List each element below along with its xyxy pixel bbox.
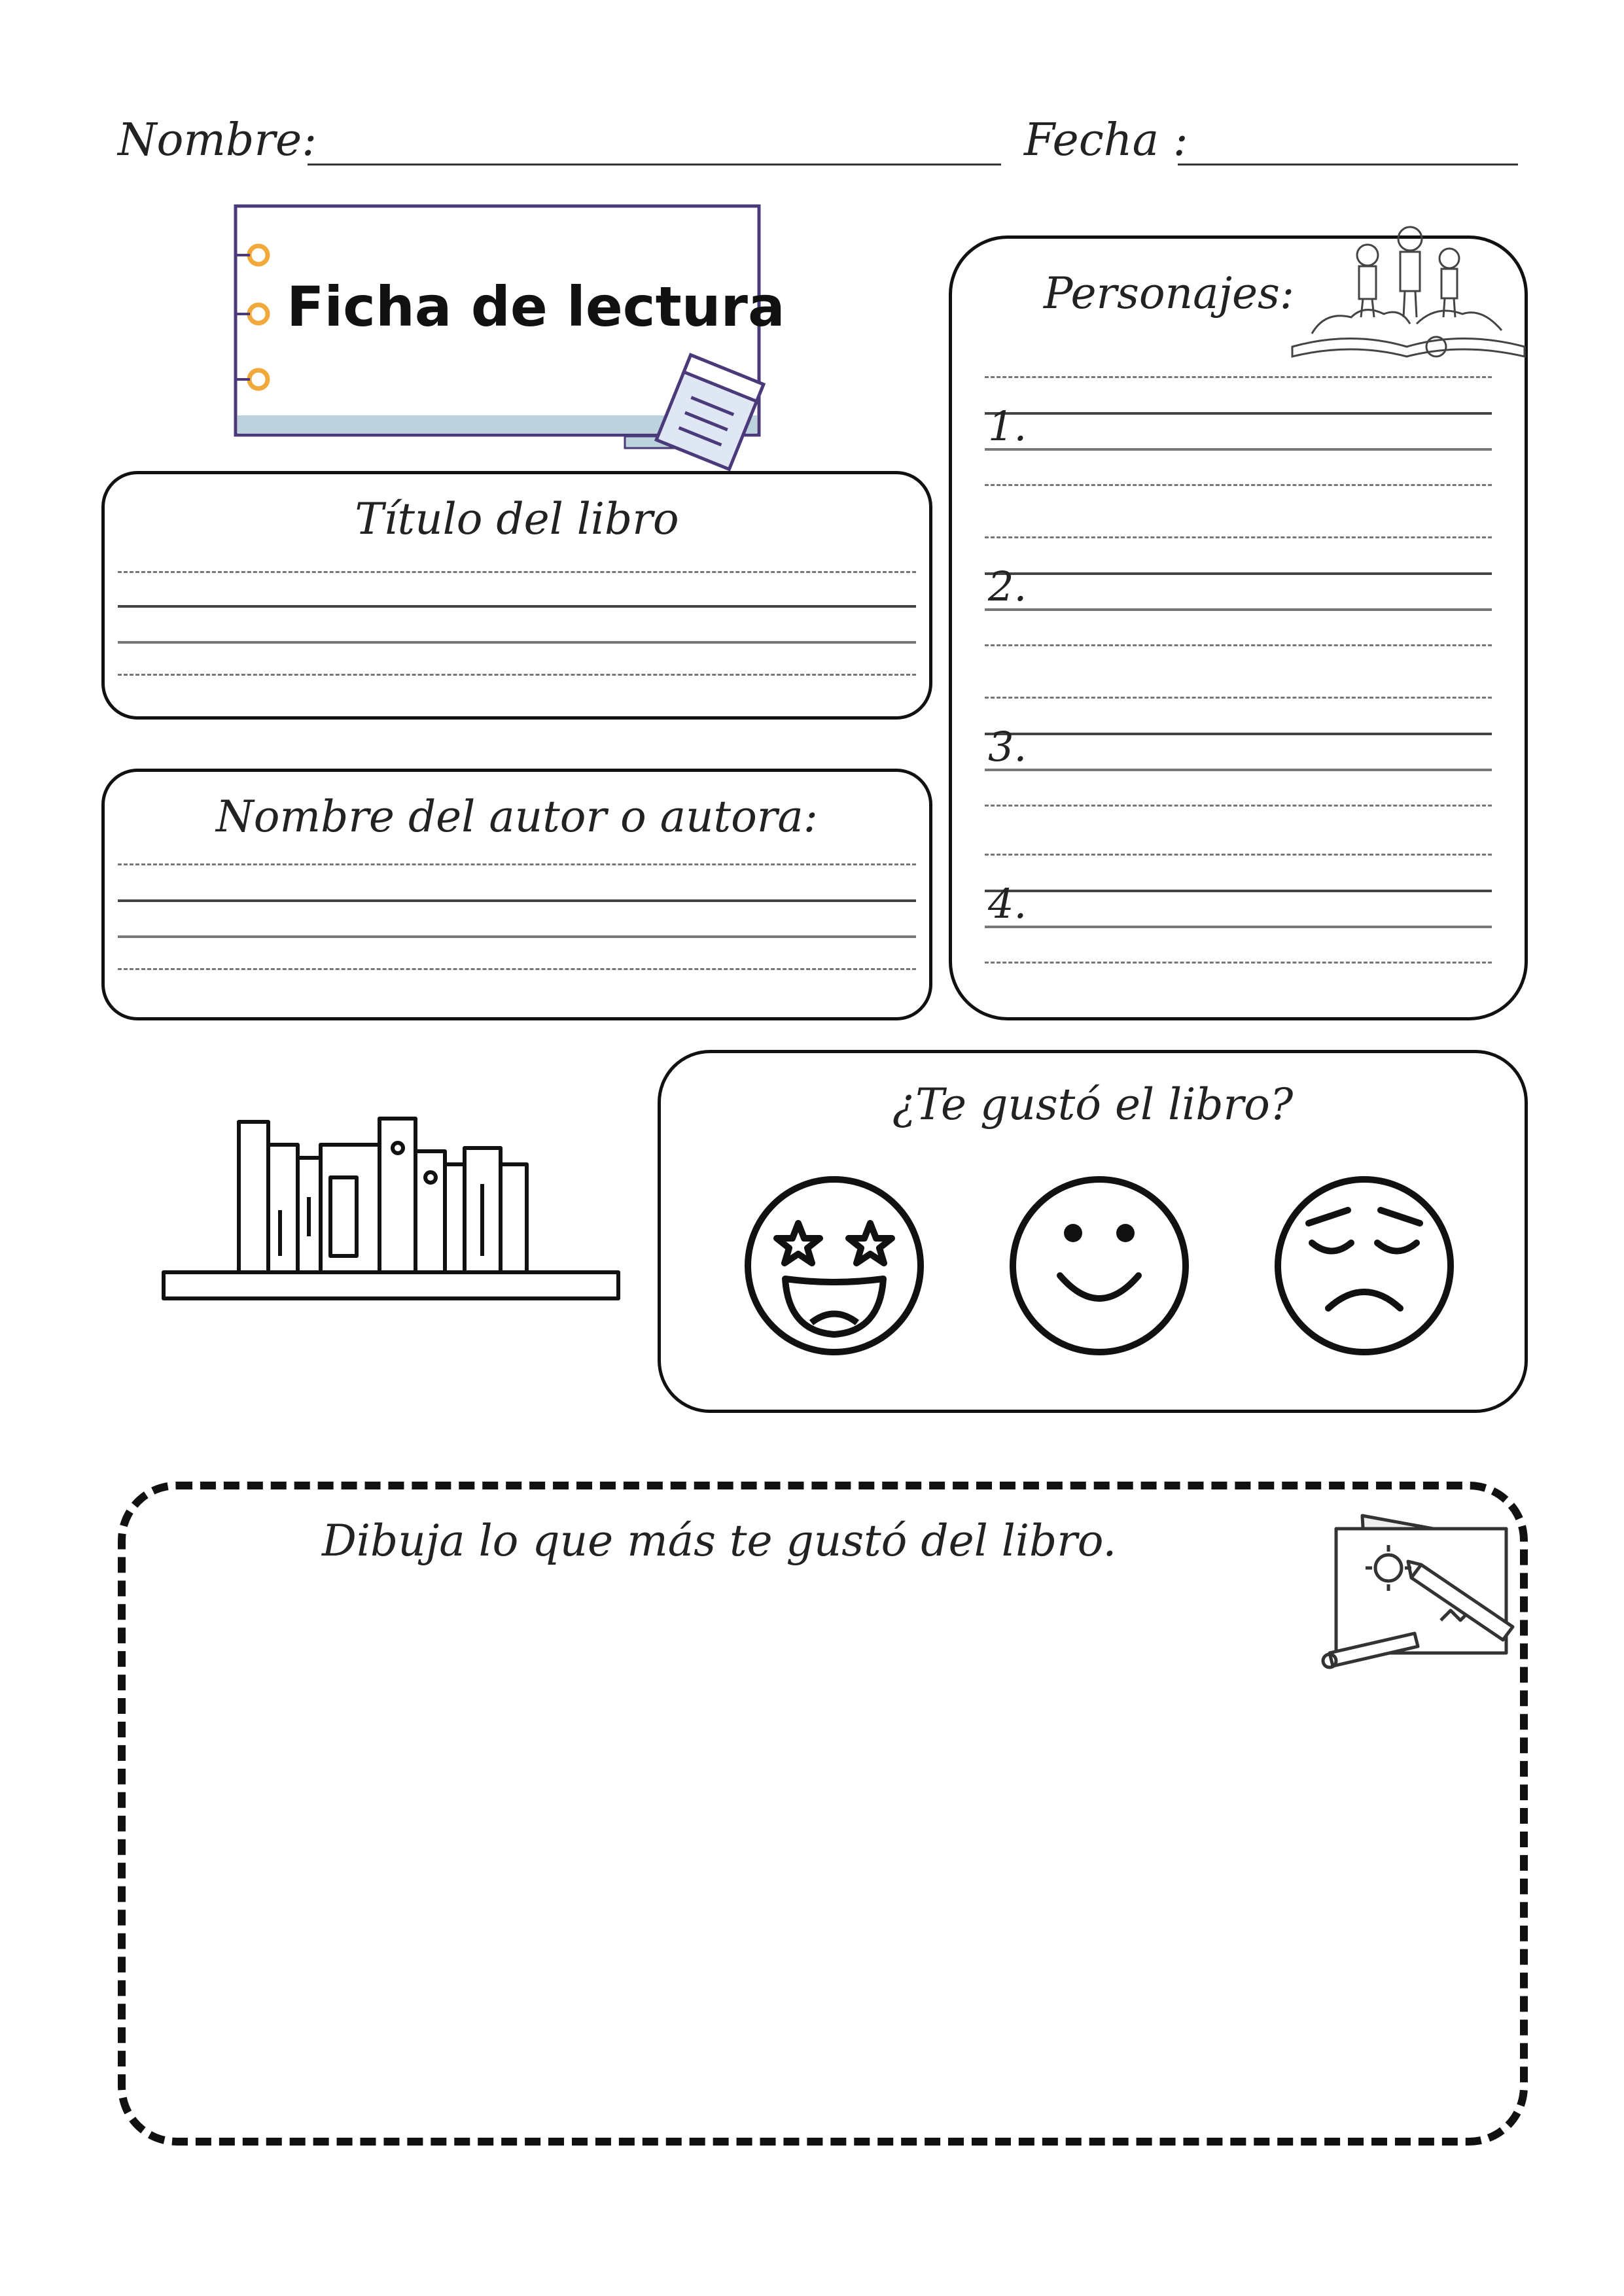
guide-line <box>985 697 1492 699</box>
rating-question: ¿Te gustó el libro? <box>892 1079 1294 1130</box>
character-2-line[interactable] <box>985 608 1492 611</box>
author-writing-line[interactable] <box>118 935 916 938</box>
date-field[interactable] <box>1178 164 1518 165</box>
book-title-label: Título del libro <box>355 494 679 544</box>
guide-line <box>985 962 1492 964</box>
title-banner <box>222 200 811 481</box>
rating-box <box>658 1050 1528 1413</box>
guide-line <box>985 644 1492 646</box>
star-eyes-face-icon[interactable] <box>739 1171 929 1361</box>
book-title-writing-line[interactable] <box>118 605 916 608</box>
drawing-prompt: Dibuja lo que más te gustó del libro. <box>322 1516 1117 1566</box>
kids-on-book-icon <box>1286 226 1531 363</box>
book-title-box <box>101 471 932 720</box>
characters-label: Personajes: <box>1044 268 1295 319</box>
guide-line <box>118 968 916 970</box>
characters-box <box>949 235 1528 1020</box>
character-number: 4. <box>988 880 1027 928</box>
character-3-line[interactable] <box>985 733 1492 735</box>
name-label: Nombre: <box>118 114 317 166</box>
guide-line <box>118 863 916 865</box>
date-label: Fecha : <box>1024 114 1188 166</box>
name-field[interactable] <box>308 164 1001 165</box>
guide-line <box>985 536 1492 538</box>
author-writing-line[interactable] <box>118 899 916 902</box>
character-1-line[interactable] <box>985 448 1492 451</box>
bookshelf-icon <box>157 1105 628 1321</box>
guide-line <box>985 854 1492 856</box>
guide-line <box>985 484 1492 486</box>
character-number: 1. <box>988 402 1027 450</box>
author-label: Nombre del autor o autora: <box>216 791 818 842</box>
drawing-area[interactable] <box>118 1482 1528 2146</box>
guide-line <box>985 805 1492 807</box>
character-4-line[interactable] <box>985 890 1492 892</box>
character-3-line[interactable] <box>985 769 1492 771</box>
author-box <box>101 769 932 1020</box>
banner-title: Ficha de lectura <box>287 275 785 339</box>
guide-line <box>985 376 1492 378</box>
book-title-writing-line[interactable] <box>118 641 916 644</box>
guide-line <box>118 571 916 573</box>
guide-line <box>118 674 916 676</box>
character-number: 2. <box>988 563 1027 610</box>
character-4-line[interactable] <box>985 926 1492 928</box>
smiling-face-icon[interactable] <box>1004 1171 1194 1361</box>
character-number: 3. <box>988 723 1027 771</box>
drawing-paper-icon <box>1316 1489 1532 1679</box>
sad-face-icon[interactable] <box>1269 1171 1459 1361</box>
character-2-line[interactable] <box>985 572 1492 575</box>
character-1-line[interactable] <box>985 412 1492 415</box>
